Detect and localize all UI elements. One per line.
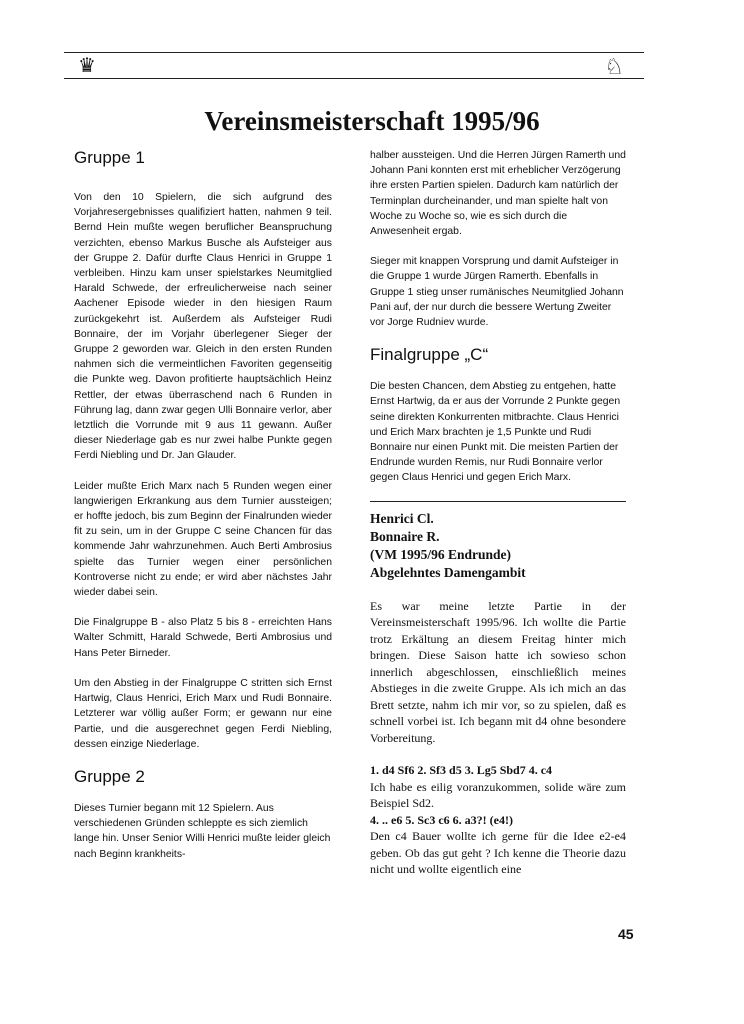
move-line: 1. d4 Sf6 2. Sf3 d5 3. Lg5 Sbd7 4. c4 — [370, 763, 553, 778]
game-event: (VM 1995/96 Endrunde) — [370, 546, 512, 562]
move-comment: Den c4 Bauer wollte ich gerne für die Idee e2-e4 geben. Ob das gut geht ? Ich kenne die Theorie dazu nicht und wollte eigentlich eine — [370, 829, 626, 877]
left-column — [74, 148, 332, 877]
paragraph: Leider mußte Erich Marx nach 5 Runden wegen einer langwierigen Erkrankung aus dem Turnier aussteigen; er hoffte jedoch, bis zum Beginn der Finalrunden wieder fit zu sein, um in der Gruppe C seine Chancen für das kommende Jahr wahrzunehmen. Auch Berti Ambrosius spielte das Turnier wegen einer persönlichen Kontroverse nicht zu ende; er wird aber nächstes Jahr wieder dabei sein. — [74, 480, 332, 599]
game-opening: Abgelehntes Damengambit — [370, 564, 526, 580]
game-black-player: Bonnaire R. — [370, 528, 440, 544]
heading-finalgruppe-c: Finalgruppe „C“ — [370, 345, 489, 365]
knight-icon: ♘ — [604, 54, 624, 79]
header-rule-top — [64, 52, 644, 53]
header-rule-bottom — [64, 78, 644, 79]
paragraph: Von den 10 Spielern, die sich aufgrund des Vorjahresergebnisses qualifiziert hatten, nahmen 9 teil. Bernd Hein mußte wegen beruflicher Beanspruchung verzichten, ebenso Markus Busche als Aufsteiger aus der Gruppe 2. Dafür durfte Claus Henrici in Gruppe 1 verbleiben. Hinzu kam unser spielstarkes Neumitglied Harald Schwede, der erfreulicherweise nach seiner Aachener Episode wieder in den hiesigen Raum zurückgekehrt ist. Außerdem als Aufsteiger Rudi Bonnaire, der im Vorjahr überlegener Sieger der Gruppe 2 geworden war. Gleich in den ersten Runden nahmen sich die vermeintlichen Favoriten gegenseitig die Punkte weg. Davon profitierte hauptsächlich Heinz Rettler, der etwas überraschend nach 6 Runden in Führung lag, dann zwar gegen Ulli Bonnaire verlor, aber letztlich die Vorrunde mit 9 aus 11 gewann. Außer dieser Niederlage gab es nur zwei halbe Punkte gegen Ferdi Niebling und Dr. Jan Glauder. — [74, 192, 332, 462]
heading-gruppe-1: Gruppe 1 — [74, 148, 145, 167]
page-number: 45 — [618, 926, 634, 942]
paragraph: Die Finalgruppe B - also Platz 5 bis 8 - erreichten Hans Walter Schmitt, Harald Schwede, Berti Ambrosius und Hans Peter Birneder. — [74, 617, 332, 659]
move-comment: Ich habe es eilig voranzukommen, solide wäre zum Beispiel Sd2. — [370, 779, 626, 811]
heading-gruppe-2: Gruppe 2 — [74, 766, 145, 786]
paragraph: halber aussteigen. Und die Herren Jürgen Ramerth und Johann Pani konnten erst mit erheblicher Verzögerung ihre ersten Partien spielen. Dadurch kam natürlich der Terminplan durcheinander, und man spielte halt von Woche zu Woche so, wie es sich durch die Anwesenheit ergab. — [370, 150, 626, 238]
game-white-player: Henrici Cl. — [370, 510, 434, 526]
game-header — [370, 501, 626, 582]
paragraph: Um den Abstieg in der Finalgruppe C stritten sich Ernst Hartwig, Claus Henrici, Erich Marx und Rudi Bonnaire. Letzterer war völlig außer Form; er gewann nur eine Partie, und die ausgerechnet gegen Ferdi Niebling, dessen einzige Niederlage. — [74, 677, 332, 750]
paragraph: Die besten Chancen, dem Abstieg zu entgehen, hatte Ernst Hartwig, da er aus der Vorrunde 2 Punkte gegen seine direkten Konkurrenten mitbrachte. Claus Henrici und Erich Marx brachten je 1,5 Punkte und Rudi Bonnaire nur einen Punkt mit. Die meisten Partien der Endrunde wurden Remis, nur Rudi Bonnaire verlor gegen Claus Henrici und gegen Erich Marx. — [370, 381, 621, 484]
move-line: 4. .. e6 5. Sc3 c6 6. a3?! (e4!) — [370, 812, 513, 827]
game-commentary: Es war meine letzte Partie in der Vereinsmeisterschaft 1995/96. Ich wollte die Partie trotz Erkältung an diesem Freitag hinter mich bringen. Diese Saison hatte ich sowieso schon innerlich abgeschlossen, einschließlich meines Abstieges in die zweite Gruppe. Als ich mich an das Brett setzte, nahm ich mir vor, so zu spielen, daß es schnell vorbei ist. Ich begann mit d4 ohne besondere Vorbereitung. — [370, 598, 626, 745]
paragraph: Dieses Turnier begann mit 12 Spielern. Aus verschiedenen Gründen schleppte es sich ziemlich lange hin. Unser Senior Willi Henrici mußte leider gleich nach Beginn krankheits- — [74, 802, 331, 860]
right-column — [370, 148, 626, 878]
page-title: Vereinsmeisterschaft 1995/96 — [204, 106, 540, 136]
crown-icon: ♛ — [78, 55, 96, 77]
paragraph: Sieger mit knappen Vorsprung und damit Aufsteiger in die Gruppe 1 wurde Jürgen Ramerth. Ebenfalls in Gruppe 1 stieg unser rumänisches Neumitglied Johann Pani auf, der nur durch die bessere Wertung Zweiter vor Jorge Rudniev wurde. — [370, 256, 624, 329]
page-header — [64, 44, 644, 84]
